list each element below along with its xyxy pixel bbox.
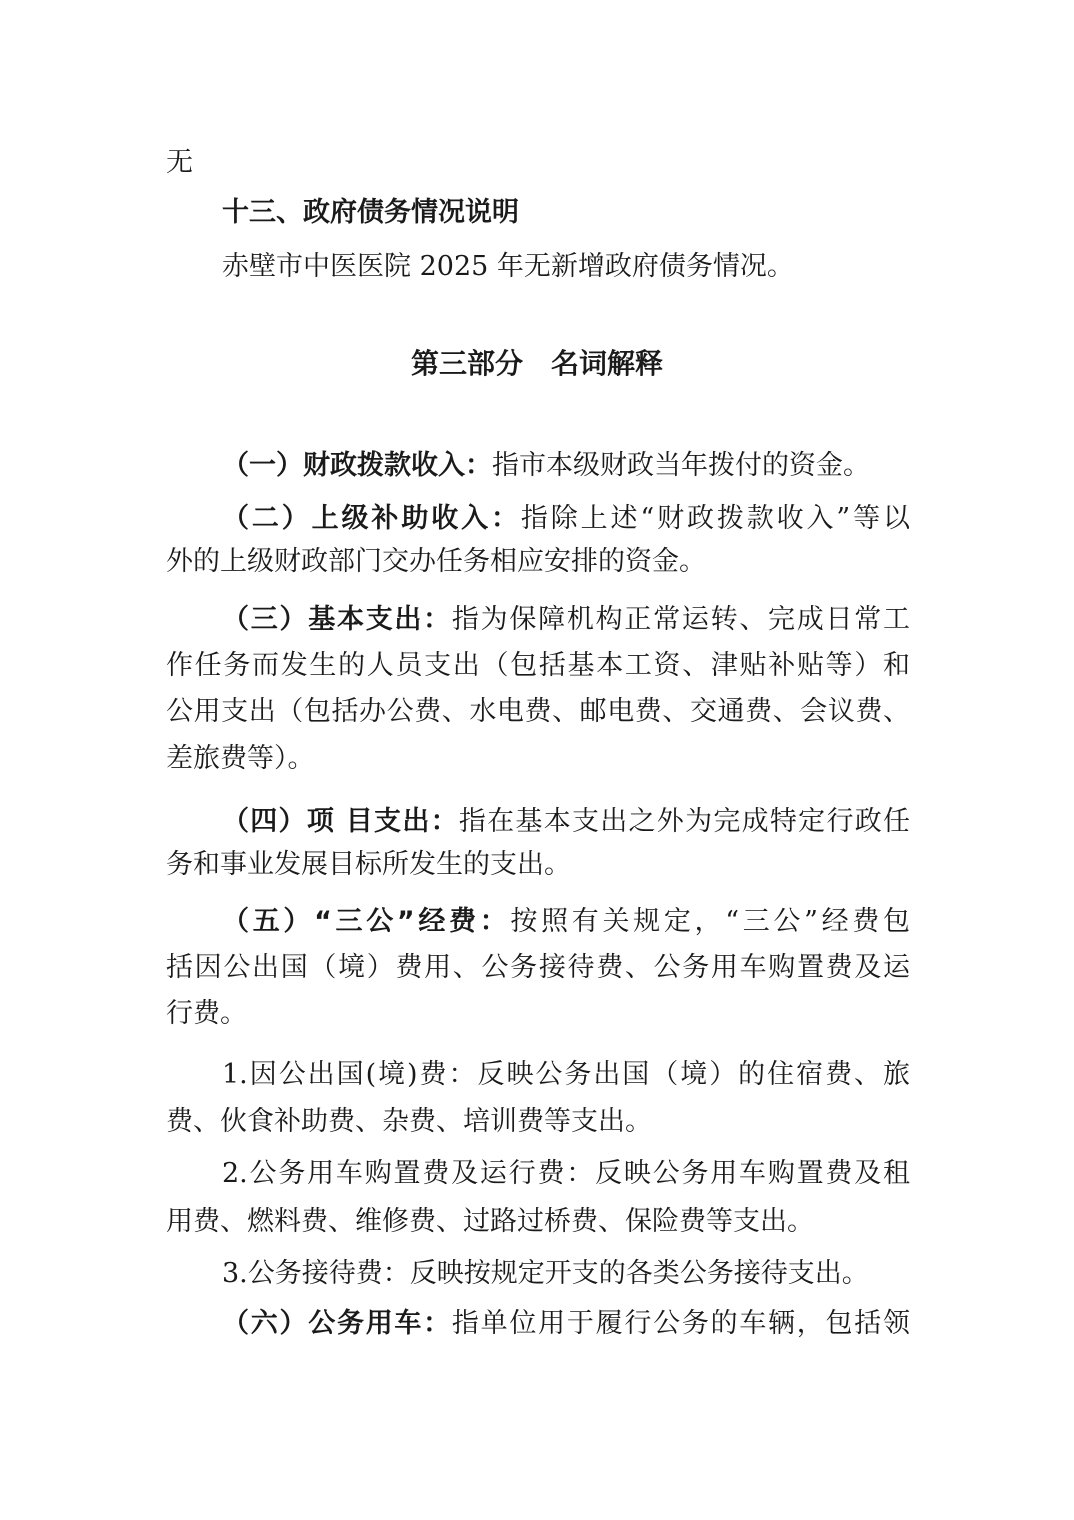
term-5-line-1 — [222, 905, 910, 939]
term-2-line-2: 外的上级财政部门交办任务相应安排的资金。 — [166, 546, 706, 577]
term-1-text: 指市本级财政当年拨付的资金。 — [492, 450, 870, 481]
term-4-text: 指在基本支出之外为完成特定行政任 — [458, 806, 910, 837]
term-5-label: （五）“三公”经费： — [222, 906, 511, 937]
term-3-line-3: 公用支出（包括办公费、水电费、邮电费、交通费、会议费、 — [166, 696, 910, 727]
sub-item-1-line-1: 1.因公出国(境)费：反映公务出国（境）的住宿费、旅 — [222, 1059, 910, 1090]
term-3-text: 指为保障机构正常运转、完成日常工 — [451, 604, 910, 635]
leading-text: 无 — [166, 147, 193, 178]
sub-item-3-line-1: 3.公务接待费：反映按规定开支的各类公务接待支出。 — [222, 1258, 869, 1289]
term-6-label: （六）公务用车： — [222, 1308, 452, 1339]
term-1-paragraph — [222, 449, 910, 483]
term-2-line-1 — [222, 502, 910, 536]
term-5-line-2: 括因公出国（境）费用、公务接待费、公务用车购置费及运 — [166, 952, 910, 983]
term-4-label: （四）项 目支出： — [222, 806, 459, 837]
term-6-line-1 — [222, 1307, 910, 1341]
term-2-text: 指除上述“财政拨款收入”等以 — [520, 503, 910, 534]
sub-item-1-line-2: 费、伙食补助费、杂费、培训费等支出。 — [166, 1106, 652, 1137]
term-3-label: （三）基本支出： — [222, 604, 452, 635]
term-6-text: 指单位用于履行公务的车辆，包括领 — [451, 1308, 910, 1339]
term-4-line-1 — [222, 805, 910, 839]
term-3-line-4: 差旅费等）。 — [166, 743, 315, 774]
term-3-line-1 — [222, 603, 910, 637]
term-1-label: （一）财政拨款收入： — [222, 450, 492, 481]
term-5-text: 按照有关规定，“三公”经费包 — [510, 906, 910, 937]
section-13-body: 赤壁市中医医院 2025 年无新增政府债务情况。 — [222, 251, 794, 282]
term-3-line-2: 作任务而发生的人员支出（包括基本工资、津贴补贴等）和 — [166, 650, 910, 681]
section-13-heading: 十三、政府债务情况说明 — [222, 197, 519, 228]
term-4-line-2: 务和事业发展目标所发生的支出。 — [166, 849, 571, 880]
term-5-line-3: 行费。 — [166, 998, 247, 1029]
sub-item-2-line-1: 2.公务用车购置费及运行费：反映公务用车购置费及租 — [222, 1158, 910, 1189]
term-2-label: （二）上级补助收入： — [222, 503, 521, 534]
part-3-title: 第三部分 名词解释 — [410, 347, 663, 380]
sub-item-2-line-2: 用费、燃料费、维修费、过路过桥费、保险费等支出。 — [166, 1206, 814, 1237]
